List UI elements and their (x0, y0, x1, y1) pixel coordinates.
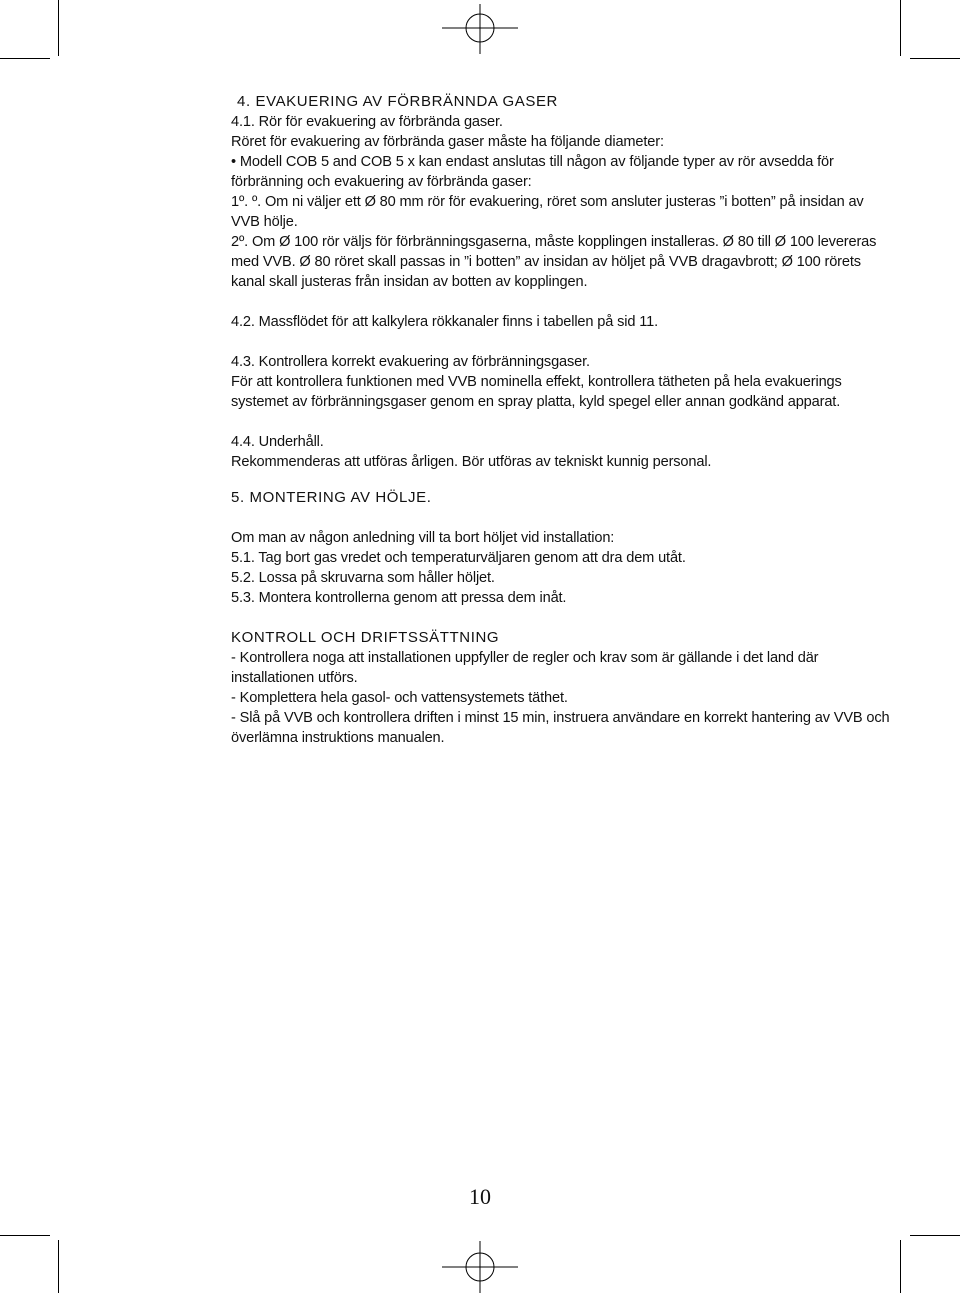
crop-mark-top-right-v (900, 0, 901, 56)
section-5-heading: 5. MONTERING AV HÖLJE. (231, 489, 432, 506)
section-5-step-3: 5.3. Montera kontrollerna genom att pressa dem inåt. (231, 590, 567, 606)
page-content (231, 92, 891, 748)
registration-mark-top-icon (440, 0, 520, 60)
section-4-4-title: 4.4. Underhåll. (231, 434, 324, 450)
crop-mark-top-left-h (0, 58, 50, 59)
crop-mark-bottom-right-h (910, 1235, 960, 1236)
control-heading: KONTROLL OCH DRIFTSSÄTTNING (231, 629, 500, 646)
crop-mark-bottom-right-v (900, 1240, 901, 1293)
section-4-1-title: 4.1. Rör för evakuering av förbrända gaser. (231, 114, 503, 130)
page-number: 10 (469, 1184, 491, 1209)
section-4-3-text: För att kontrollera funktionen med VVB nominella effekt, kontrollera tätheten på hela evakuerings systemet av förbränningsgaser genom en spray platta, kyld spegel eller annan godkänd apparat. (231, 374, 842, 410)
section-4-1-bullet: • Modell COB 5 and COB 5 x kan endast anslutas till någon av följande typer av rör avsedda för förbränning och evakuering av förbrända gaser: (231, 154, 834, 190)
section-5-step-2: 5.2. Lossa på skruvarna som håller höljet. (231, 570, 495, 586)
control-item-2: - Komplettera hela gasol- och vattensystemets täthet. (231, 690, 568, 706)
crop-mark-top-right-h (910, 58, 960, 59)
registration-mark-bottom-icon (440, 1233, 520, 1293)
crop-mark-bottom-left-v (58, 1240, 59, 1293)
section-5-intro: Om man av någon anledning vill ta bort höljet vid installation: (231, 530, 615, 546)
section-4-3-title: 4.3. Kontrollera korrekt evakuering av förbränningsgaser. (231, 354, 590, 370)
section-4-1-item-1: 1º. º. Om ni väljer ett Ø 80 mm rör för evakuering, röret som ansluter justeras ”i botten” på insidan av VVB hölje. (231, 194, 864, 230)
crop-mark-bottom-left-h (0, 1235, 50, 1236)
section-4-heading: 4. EVAKUERING AV FÖRBRÄNNDA GASER (237, 93, 558, 110)
control-item-3: - Slå på VVB och kontrollera driften i minst 15 min, instruera användare en korrekt hantering av VVB och överlämna instruktions manualen. (231, 710, 890, 746)
section-4-1-intro: Röret för evakuering av förbrända gaser måste ha följande diameter: (231, 134, 664, 150)
section-4-2: 4.2. Massflödet för att kalkylera rökkanaler finns i tabellen på sid 11. (231, 314, 658, 330)
control-item-1: - Kontrollera noga att installationen uppfyller de regler och krav som är gällande i det land där installationen utförs. (231, 650, 819, 686)
section-5-step-1: 5.1. Tag bort gas vredet och temperaturväljaren genom att dra dem utåt. (231, 550, 686, 566)
crop-mark-top-left-v (58, 0, 59, 56)
section-4-1-item-2: 2º. Om Ø 100 rör väljs för förbränningsgaserna, måste kopplingen installeras. Ø 80 till Ø 100 levereras med VVB. Ø 80 röret skall passas in ”i botten” av insidan av höljet på VVB dragavbrott; Ø 100 rörets kanal skall justeras från insidan av botten av kopplingen. (231, 234, 877, 290)
section-4-4-text: Rekommenderas att utföras årligen. Bör utföras av tekniskt kunnig personal. (231, 454, 712, 470)
